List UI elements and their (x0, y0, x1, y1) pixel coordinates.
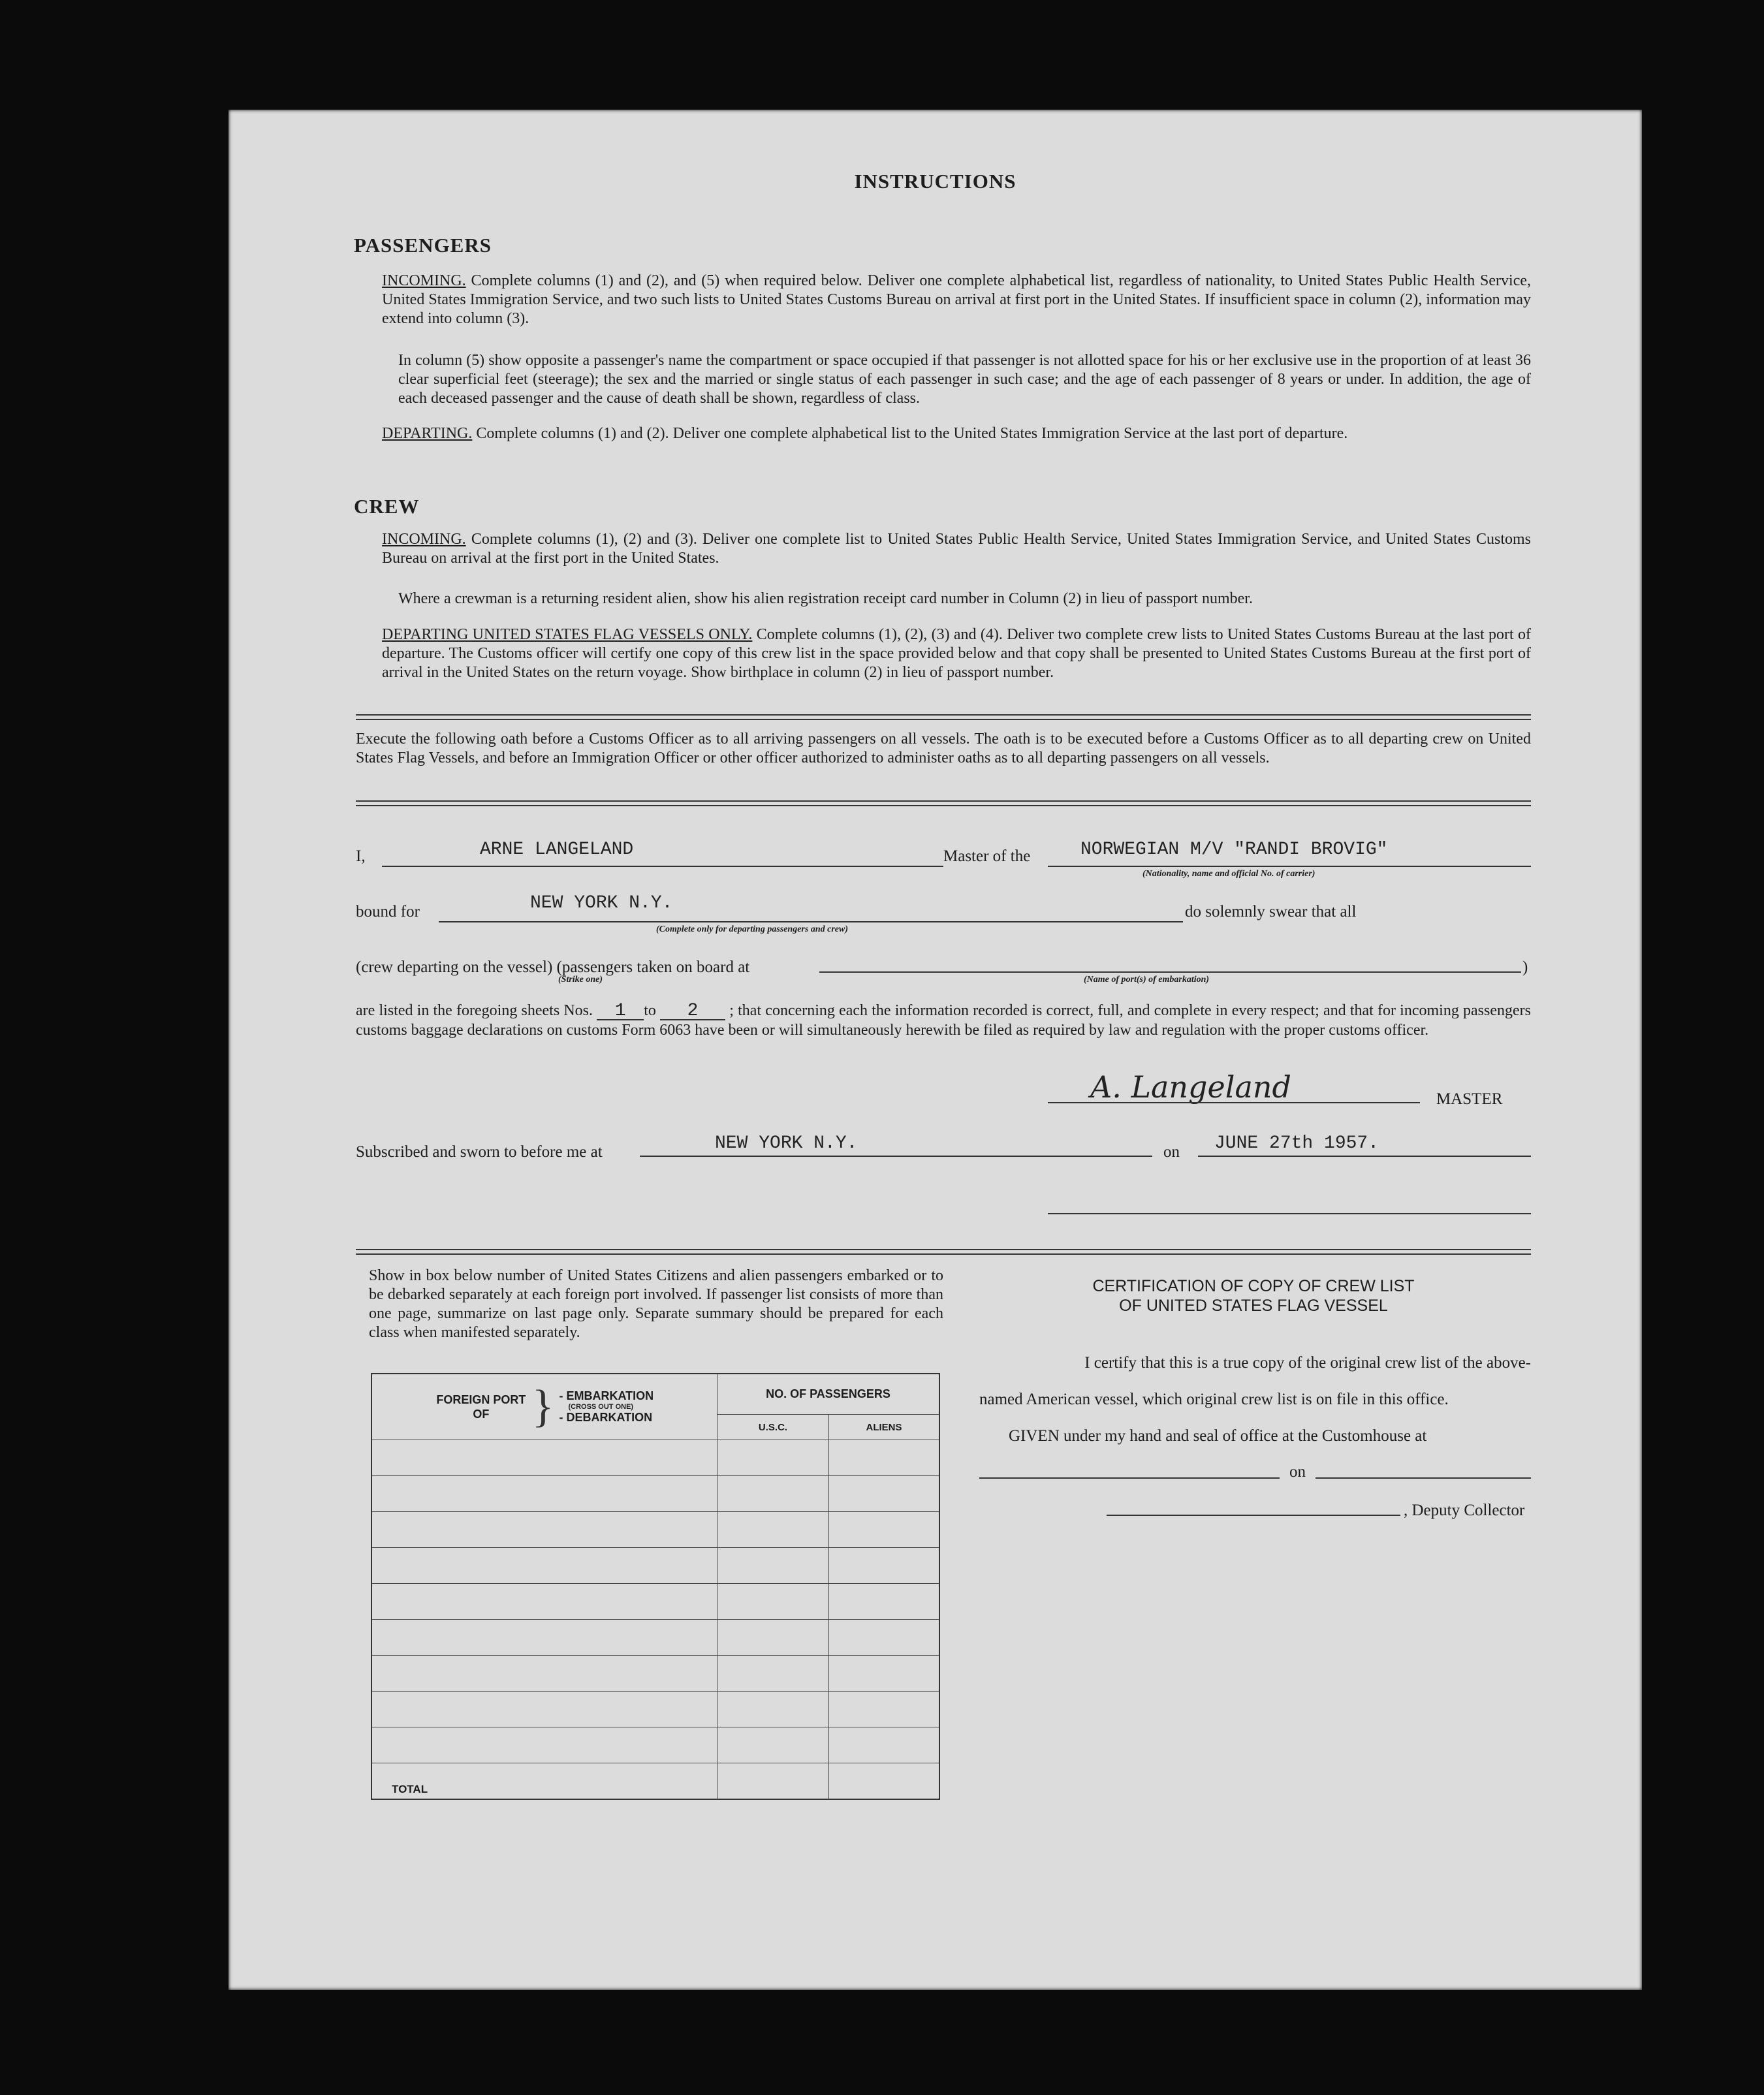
table-row (371, 1476, 939, 1512)
crew-incoming-label: INCOMING. (382, 531, 466, 548)
vessel-name: NORWEGIAN M/V "RANDI BROVIG" (1080, 840, 1388, 860)
officer-signature-line (1048, 1213, 1531, 1214)
table-row (371, 1548, 939, 1584)
embarkation-ports-line (819, 971, 1521, 973)
usc-cell[interactable] (717, 1548, 829, 1584)
port-cell[interactable] (371, 1692, 717, 1727)
brace-icon: } (531, 1381, 554, 1432)
divider (356, 714, 1531, 720)
divider (356, 800, 1531, 806)
table-row (371, 1512, 939, 1548)
sworn-place: NEW YORK N.Y. (715, 1133, 858, 1154)
usc-cell[interactable] (717, 1727, 829, 1763)
table-row (371, 1727, 939, 1763)
certify-line1: I certify that this is a true copy of the original crew list of the above- (1084, 1354, 1531, 1372)
crew-incoming-paragraph (382, 530, 1531, 568)
sheets-paragraph (356, 1001, 1531, 1040)
passengers-departing-label: DEPARTING. (382, 425, 473, 442)
passengers-heading: PASSENGERS (354, 234, 492, 257)
port-cell[interactable] (371, 1440, 717, 1476)
aliens-cell[interactable] (829, 1656, 940, 1692)
summary-instructions: Show in box below number of United States Citizens and alien passengers embarked or to be debarked separately at each foreign port involved. If passenger list consists of more than one page, summarize on last page only. Separate summary should be prepared for each class when manifested separately. (369, 1267, 943, 1341)
aliens-cell[interactable] (829, 1727, 940, 1763)
table-row (371, 1440, 939, 1476)
total-label-cell (371, 1763, 717, 1800)
divider (356, 1249, 1531, 1255)
usc-header: U.S.C. (717, 1415, 829, 1440)
aliens-cell[interactable] (829, 1584, 940, 1620)
bound-for-line (439, 921, 1183, 922)
table-row (371, 1620, 939, 1656)
aliens-cell[interactable] (829, 1692, 940, 1727)
passengers-departing-text: Complete columns (1) and (2). Deliver one complete alphabetical list to the United States Immigration Service at the last port of departure. (476, 425, 1348, 442)
document-page (228, 110, 1642, 1990)
certification-title-line1: CERTIFICATION OF COPY OF CREW LIST (1092, 1277, 1415, 1295)
master-name: ARNE LANGELAND (480, 840, 634, 860)
master-signature: A. Langeland (1090, 1069, 1291, 1105)
cross-out-label: (CROSS OUT ONE) (568, 1403, 634, 1411)
sheets-rest: ; that concerning each the information recorded is correct, full, and complete in every respect; and that for incoming passengers customs baggage declarations on customs Form 6063 have been or will simultaneously herewith be filed as required by law and regulation with the proper customs officer. (356, 1002, 1531, 1039)
table-row (371, 1656, 939, 1692)
aliens-cell[interactable] (829, 1476, 940, 1512)
vessel-line (1048, 866, 1531, 867)
customhouse-line[interactable] (979, 1477, 1280, 1479)
subscribed-label: Subscribed and sworn to before me at (356, 1143, 603, 1161)
port-cell[interactable] (371, 1620, 717, 1656)
crew-departing-text: Complete columns (1), (2), (3) and (4). Deliver two complete crew lists to United States Customs Bureau at the last port of departure. The Customs officer will certify one copy of this crew list in the space provided below and that copy shall be presented to United States Customs Bureau at the first port of arrival in the United States on the return voyage. Show birthplace in column (2) in lieu of passport number. (382, 626, 1531, 681)
bound-for-value: NEW YORK N.Y. (530, 893, 673, 913)
cert-on-label: on (1289, 1463, 1306, 1481)
port-header-cell (371, 1374, 717, 1440)
signature-line (1048, 1102, 1420, 1103)
passengers-departing-paragraph (382, 424, 1531, 443)
total-label: TOTAL (392, 1783, 428, 1795)
aliens-header: ALIENS (829, 1415, 940, 1440)
port-cell[interactable] (371, 1656, 717, 1692)
sworn-on-label: on (1163, 1143, 1180, 1161)
table-row (371, 1692, 939, 1727)
sheet-to: 2 (660, 1003, 725, 1020)
deputy-signature-line[interactable] (1107, 1515, 1400, 1516)
port-cell[interactable] (371, 1512, 717, 1548)
crew-resident-paragraph: Where a crewman is a returning resident alien, show his alien registration receipt card number in Column (2) in lieu of passport number. (398, 590, 1253, 607)
passengers-incoming-text: Complete columns (1) and (2), and (5) when required below. Deliver one complete alphabetical list, regardless of nationality, to United States Public Health Service, United States Immigration Service, and two such lists to United States Customs Bureau on arrival at first port in the United States. If insufficient space in column (2), information may extend into column (3). (382, 272, 1532, 327)
ports-caption: (Name of port(s) of embarkation) (1084, 975, 1210, 984)
sworn-place-line (640, 1156, 1152, 1157)
debarkation-label: - DEBARKATION (559, 1411, 653, 1424)
table-row (371, 1584, 939, 1620)
oath-instructions: Execute the following oath before a Customs Officer as to all arriving passengers on all vessels. The oath is to be executed before a Customs Officer as to all departing crew on United States Flag Vessels, and before an Immigration Officer or other officer authorized to administer oaths as to all departing passengers on all vessels. (356, 731, 1531, 766)
crew-departing-label: (crew departing on the vessel) (passengers taken on board at (356, 958, 750, 976)
crew-incoming-text: Complete columns (1), (2) and (3). Deliver one complete list to United States Public Health Service, United States Immigration Service, and United States Customs Bureau on arrival at the first port in the United States. (382, 531, 1531, 567)
aliens-cell[interactable] (829, 1440, 940, 1476)
usc-cell[interactable] (717, 1656, 829, 1692)
given-text: GIVEN under my hand and seal of office at the Customhouse at (1009, 1427, 1427, 1445)
embark-debark-labels (559, 1389, 654, 1425)
crew-heading: CREW (354, 495, 420, 518)
usc-cell[interactable] (717, 1620, 829, 1656)
strike-caption: (Strike one) (558, 975, 603, 984)
usc-cell[interactable] (717, 1476, 829, 1512)
port-header (372, 1381, 717, 1432)
port-cell[interactable] (371, 1584, 717, 1620)
to-label: to (644, 1002, 656, 1019)
cert-date-line[interactable] (1315, 1477, 1531, 1479)
usc-total-cell[interactable] (717, 1763, 829, 1800)
bound-for-label: bound for (356, 903, 420, 921)
master-of-label: Master of the (943, 847, 1031, 865)
passenger-summary-table (371, 1373, 940, 1800)
certification-title-line2: OF UNITED STATES FLAG VESSEL (1119, 1297, 1388, 1315)
passengers-incoming-paragraph (382, 272, 1531, 328)
master-name-line (382, 866, 943, 867)
sheet-from: 1 (597, 1003, 644, 1020)
aliens-total-cell[interactable] (829, 1763, 940, 1800)
aliens-cell[interactable] (829, 1620, 940, 1656)
certification-title (979, 1276, 1528, 1315)
sworn-date: JUNE 27th 1957. (1214, 1133, 1379, 1154)
sheets-label: are listed in the foregoing sheets Nos. (356, 1002, 593, 1019)
aliens-cell[interactable] (829, 1512, 940, 1548)
usc-cell[interactable] (717, 1440, 829, 1476)
close-paren: ) (1522, 958, 1528, 976)
usc-cell[interactable] (717, 1512, 829, 1548)
master-label: MASTER (1436, 1090, 1503, 1108)
bound-for-caption: (Complete only for departing passengers and crew) (656, 924, 848, 934)
usc-cell[interactable] (717, 1692, 829, 1727)
passengers-column5-paragraph: In column (5) show opposite a passenger's name the compartment or space occupied if that passenger is not allotted space for his or her exclusive use in the proportion of at least 36 clear superficial feet (steerage); the sex and the married or single status of each passenger in such case; and the age of each passenger of 8 years or under. In addition, the age of each deceased passenger and the cause of death shall be shown, regardless of class. (398, 352, 1531, 407)
crew-departing-paragraph (382, 625, 1531, 682)
swear-label: do solemnly swear that all (1185, 903, 1357, 921)
certify-line2: named American vessel, which original crew list is on file in this office. (979, 1391, 1449, 1408)
vessel-caption: (Nationality, name and official No. of carrier) (1142, 869, 1315, 879)
foreign-port-label: FOREIGN PORT OF (436, 1393, 526, 1421)
instructions-title: INSTRUCTIONS (854, 170, 1016, 193)
passengers-incoming-label: INCOMING. (382, 272, 466, 289)
passengers-count-header: NO. OF PASSENGERS (717, 1374, 940, 1415)
deputy-collector-label: , Deputy Collector (1404, 1502, 1525, 1519)
usc-cell[interactable] (717, 1584, 829, 1620)
port-cell[interactable] (371, 1727, 717, 1763)
crew-departing-label: DEPARTING UNITED STATES FLAG VESSELS ONLY. (382, 626, 753, 643)
embarkation-label: - EMBARKATION (559, 1389, 654, 1402)
sworn-date-line (1198, 1156, 1531, 1157)
aliens-cell[interactable] (829, 1548, 940, 1584)
oath-i-label: I, (356, 847, 366, 865)
port-cell[interactable] (371, 1476, 717, 1512)
port-cell[interactable] (371, 1548, 717, 1584)
total-row (371, 1763, 939, 1800)
